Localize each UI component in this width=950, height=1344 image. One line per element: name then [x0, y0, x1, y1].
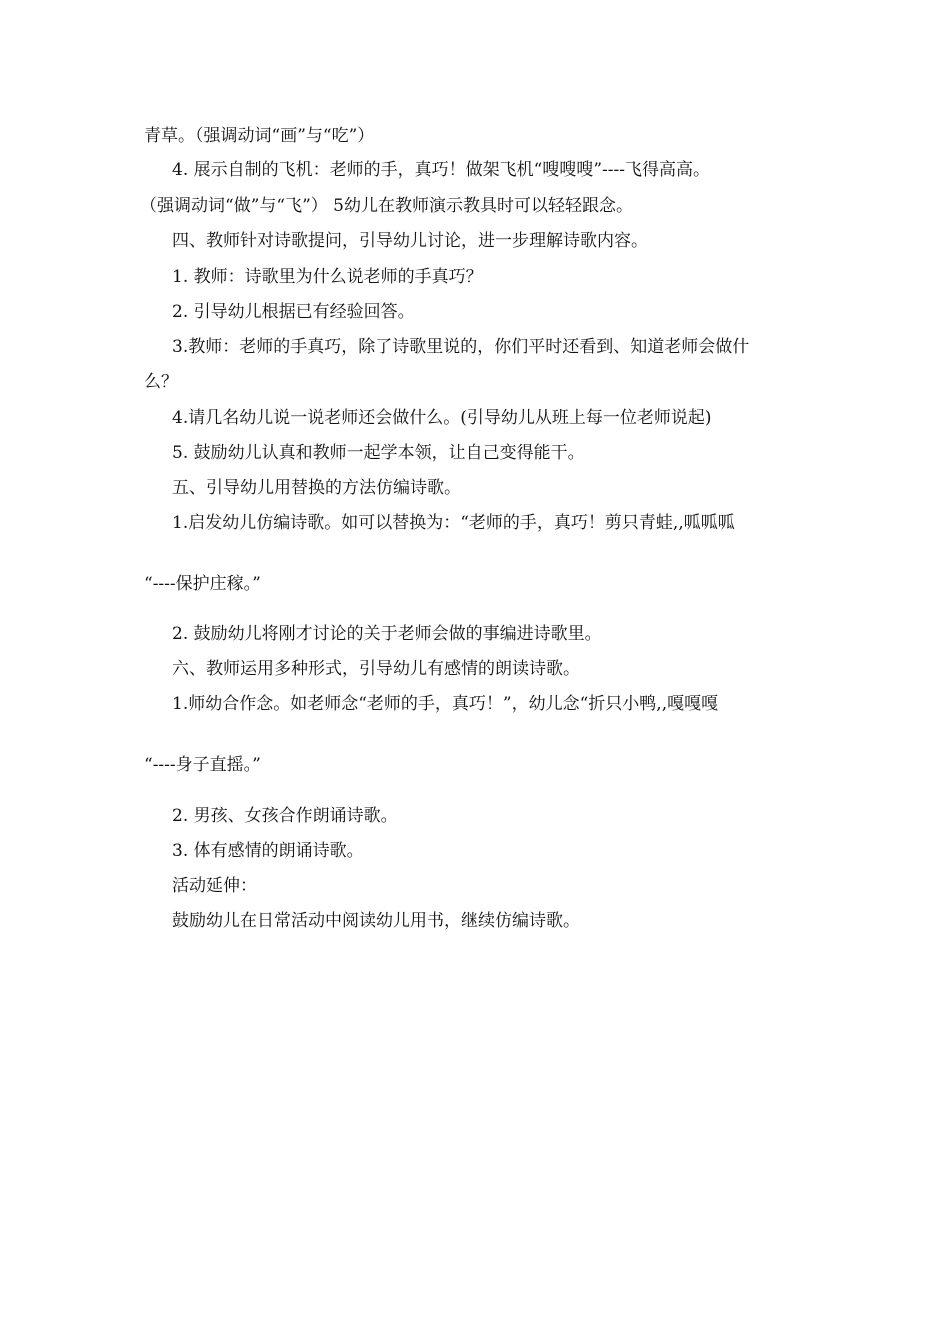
text-line: “----身子直摇。”: [144, 755, 261, 775]
text-line: 4. 展示自制的飞机：老师的手，真巧！做架飞机“嗖嗖嗖”----飞得高高。: [172, 160, 710, 180]
section-heading: 六、教师运用多种形式，引导幼儿有感情的朗读诗歌。: [172, 659, 580, 679]
text-line: 青草。（强调动词“画”与“吃”）: [144, 126, 375, 146]
section-heading: 活动延伸：: [172, 876, 257, 896]
text-line: 鼓励幼儿在日常活动中阅读幼儿用书，继续仿编诗歌。: [172, 911, 580, 931]
text-line: 4.请几名幼儿说一说老师还会做什么。(引导幼儿从班上每一位老师说起): [172, 408, 712, 428]
text-line: 2. 引导幼儿根据已有经验回答。: [172, 302, 415, 322]
text-line: 1. 教师：诗歌里为什么说老师的手真巧？: [172, 267, 483, 287]
text-line: （强调动词“做”与“飞”） 5幼儿在教师演示教具时可以轻轻跟念。: [140, 196, 633, 216]
section-heading: 五、引导幼儿用替换的方法仿编诗歌。: [172, 478, 461, 498]
section-heading: 四、教师针对诗歌提问，引导幼儿讨论，进一步理解诗歌内容。: [172, 231, 648, 251]
text-line: 么？: [144, 372, 178, 392]
text-line: 3. 体有感情的朗诵诗歌。: [172, 841, 364, 861]
text-line: 2. 男孩、女孩合作朗诵诗歌。: [172, 806, 398, 826]
text-line: 1.师幼合作念。如老师念“老师的手，真巧！”，幼儿念“折只小鸭,,嘎嘎嘎: [172, 694, 719, 714]
text-line: 1.启发幼儿仿编诗歌。如可以替换为：“老师的手，真巧！剪只青蛙,,呱呱呱: [172, 513, 735, 533]
text-line: “----保护庄稼。”: [144, 574, 261, 594]
text-line: 2. 鼓励幼儿将刚才讨论的关于老师会做的事编进诗歌里。: [172, 624, 602, 644]
text-line: 3.教师：老师的手真巧，除了诗歌里说的，你们平时还看到、知道老师会做什: [172, 337, 750, 357]
text-line: 5. 鼓励幼儿认真和教师一起学本领，让自己变得能干。: [172, 443, 585, 463]
